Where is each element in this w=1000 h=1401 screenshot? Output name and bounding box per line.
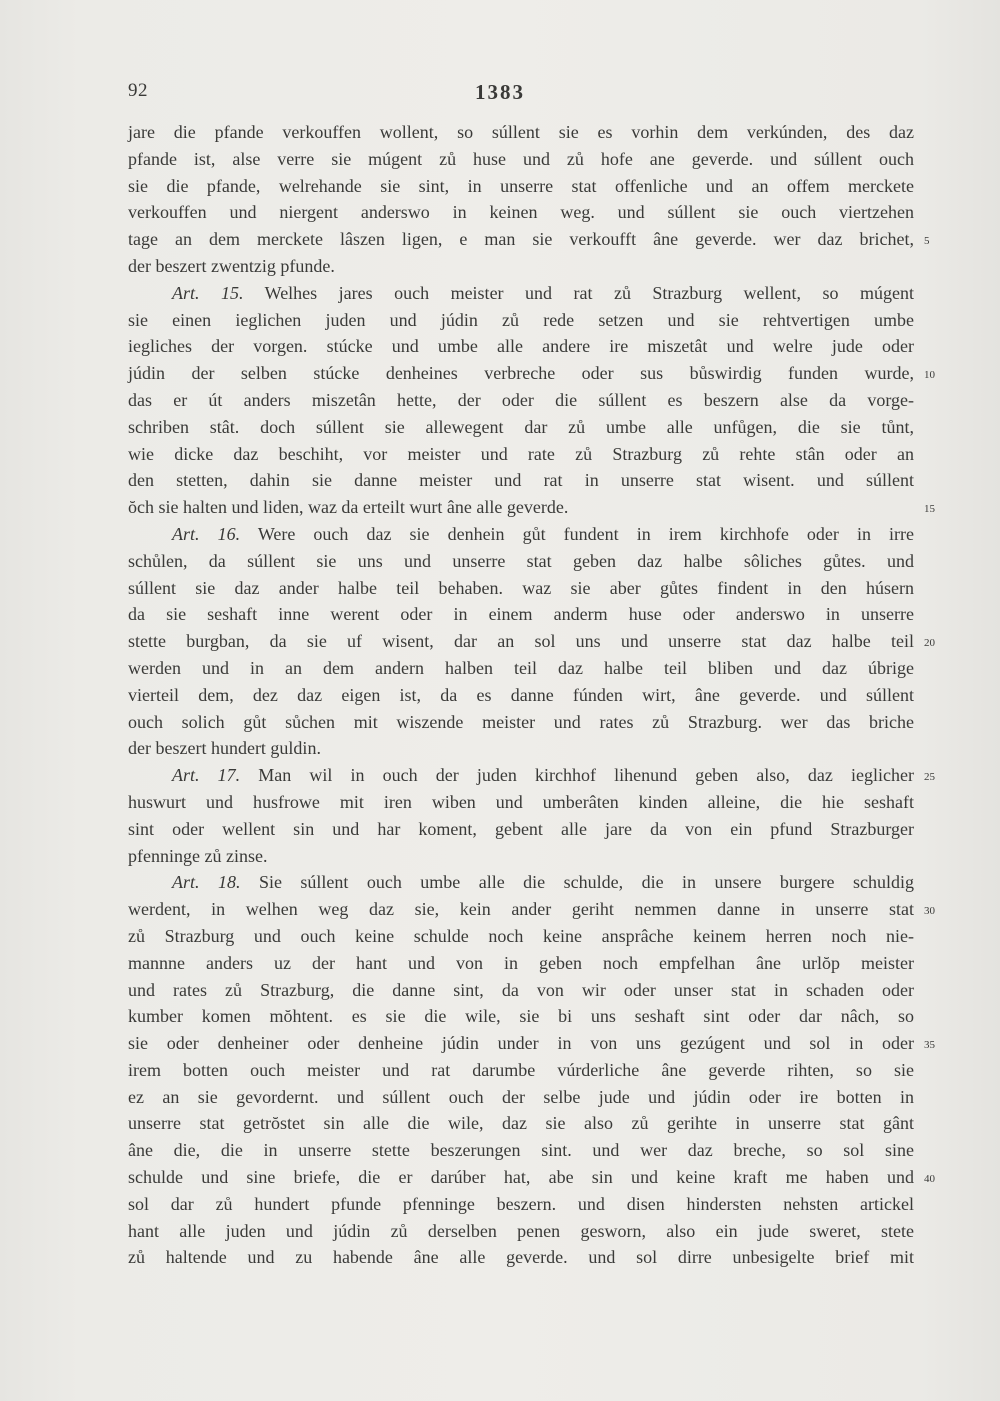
text-line (128, 226, 914, 253)
line-text: werdent, in welhen weg daz sie, kein ander geriht nemmen danne in unserre stat (128, 899, 914, 920)
line-number-marker: 15 (924, 503, 935, 516)
line-text: Man wil in ouch der juden kirchhof lihenund geben also, daz ieglicher (258, 765, 914, 786)
page-number: 92 (128, 80, 148, 101)
line-text: werden und in an dem andern halben teil daz halbe teil bliben und daz úbrige (128, 657, 914, 678)
text-line (128, 467, 914, 494)
line-text: Sie súllent ouch umbe alle die schulde, die in unsere burgere schuldig (258, 872, 915, 893)
text-line (128, 1137, 914, 1164)
text-line (128, 1218, 914, 1245)
text-line (128, 494, 914, 521)
text-line (128, 199, 914, 226)
line-text: unserre stat getrŏstet sin alle die wile, daz sie also zů gerihte in unserre stat gânt (128, 1113, 914, 1134)
article-first-line (128, 280, 914, 307)
text-line (128, 709, 914, 736)
line-number-marker: 25 (924, 771, 935, 784)
line-text: zů haltende und zu habende âne alle geverde. und sol dirre unbesigelte brief mit (128, 1247, 914, 1268)
line-text: iegliches der vorgen. stúcke und umbe alle andere ire miszetât und welre jude oder (128, 336, 914, 357)
text-line (128, 360, 914, 387)
body-text (128, 119, 914, 1271)
line-text: stette burgban, da sie uf wisent, dar an sol uns und unserre stat daz halbe teil (128, 631, 914, 652)
text-line (128, 923, 914, 950)
text-line (128, 1057, 914, 1084)
line-text: Welhes jares ouch meister und rat zů Strazburg wellent, so múgent (264, 282, 914, 303)
text-line (128, 146, 914, 173)
line-text: vierteil dem, dez daz eigen ist, da es danne fúnden wirt, âne geverde. und súllent (128, 684, 914, 705)
line-text: der beszert hundert guldin. (128, 738, 321, 759)
line-text: súllent sie daz ander halbe teil behaben. waz sie aber gůtes findent in den húsern (128, 577, 914, 598)
line-text: wie dicke daz beschiht, vor meister und rate zů Strazburg zů rehte stân oder an (128, 443, 914, 464)
line-text: ouch solich gůt sůchen mit wiszende meister und rates zů Strazburg. wer das briche (128, 711, 914, 732)
text-line (128, 1164, 914, 1191)
line-text: ŏch sie halten und liden, waz da erteilt wurt âne alle geverde. (128, 497, 569, 518)
text-line (128, 628, 914, 655)
line-text: der beszert zwentzig pfunde. (128, 255, 335, 276)
line-text: júdin der selben stúcke denheines verbreche oder sus bůswirdig funden wurde, (128, 363, 914, 384)
line-number-marker: 5 (924, 235, 930, 248)
line-text: pfande ist, alse verre sie múgent zů huse und zů hofe ane geverde. und súllent ouch (128, 148, 914, 169)
text-line (128, 307, 914, 334)
line-text: sie oder denheiner oder denheine júdin under in von uns gezúgent und sol in oder (128, 1033, 914, 1054)
text-line (128, 977, 914, 1004)
text-line (128, 575, 914, 602)
line-text: tage an dem merckete lâszen ligen, e man sie verkoufft âne geverde. wer daz brichet, (128, 229, 914, 250)
article-first-line (128, 762, 914, 789)
line-text: schriben stât. doch súllent sie allewegent dar zů umbe alle unfůgen, die sie tůnt, (128, 416, 914, 437)
text-line (128, 1244, 914, 1271)
article-label: Art. 15. (172, 282, 244, 303)
text-line (128, 950, 914, 977)
text-line (128, 682, 914, 709)
line-text: hant alle juden und júdin zů derselben penen gesworn, also ein jude sweret, stete (128, 1220, 914, 1241)
line-text: kumber komen mŏhtent. es sie die wile, sie bi uns seshaft sint oder dar nâch, so (128, 1006, 914, 1027)
article-first-line (128, 869, 914, 896)
line-number-marker: 20 (924, 637, 935, 650)
line-text: den stetten, dahin sie danne meister und rat in unserre stat wisent. und súllent (128, 470, 914, 491)
article-label: Art. 18. (172, 872, 241, 893)
line-text: sie einen ieglichen juden und júdin zů rede setzen und sie rehtvertigen umbe (128, 309, 914, 330)
line-text: sie die pfande, welrehande sie sint, in unserre stat offenliche und an offem merckete (128, 175, 914, 196)
article-label: Art. 16. (172, 523, 241, 544)
line-text: da sie seshaft inne werent oder in einem anderm huse oder anderswo in unserre (128, 604, 914, 625)
line-text: schůlen, da súllent sie uns und unserre stat geben daz halbe sôliches gůtes. und (128, 550, 914, 571)
text-line (128, 816, 914, 843)
text-line (128, 601, 914, 628)
line-number-marker: 35 (924, 1039, 935, 1052)
line-text: huswurt und husfrowe mit iren wiben und umberâten kinden alleine, die hie seshaft (128, 791, 914, 812)
text-line (128, 387, 914, 414)
line-text: sol dar zů hundert pfunde pfenninge beszern. und disen hindersten nehsten artickel (128, 1193, 914, 1214)
line-text: schulde und sine briefe, die er darúber hat, abe sin und keine kraft me haben und (128, 1167, 914, 1188)
text-line (128, 735, 914, 762)
text-line (128, 655, 914, 682)
line-number-marker: 10 (924, 369, 935, 382)
line-number-marker: 30 (924, 905, 935, 918)
text-line (128, 1084, 914, 1111)
text-line (128, 333, 914, 360)
text-line (128, 843, 914, 870)
line-text: sint oder wellent sin und har koment, gebent alle jare da von ein pfund Strazburger (128, 818, 914, 839)
line-text: irem botten ouch meister und rat darumbe vúrderliche âne geverde rihten, so sie (128, 1059, 914, 1080)
text-line (128, 1110, 914, 1137)
line-text: zů Strazburg und ouch keine schulde noch keine ansprâche keinem herren noch nie- (128, 925, 914, 946)
article-label: Art. 17. (172, 765, 241, 786)
line-text: pfenninge zů zinse. (128, 845, 268, 866)
text-line (128, 1030, 914, 1057)
line-text: ez an sie gevordernt. und súllent ouch der selbe jude und júdin oder ire botten in (128, 1086, 914, 1107)
line-text: Were ouch daz sie denhein gůt fundent in irem kirchhofe oder in irre (257, 523, 914, 544)
text-line (128, 896, 914, 923)
text-line (128, 173, 914, 200)
line-text: âne die, die in unserre stette beszerungen sint. und wer daz breche, so sol sine (128, 1140, 914, 1161)
text-line (128, 253, 914, 280)
text-line (128, 119, 914, 146)
line-text: verkouffen und niergent anderswo in keinen weg. und súllent sie ouch viertzehen (128, 202, 914, 223)
text-line (128, 441, 914, 468)
year-heading: 1383 (475, 80, 525, 104)
text-line (128, 789, 914, 816)
line-text: und rates zů Strazburg, die danne sint, da von wir oder unser stat in schaden oder (128, 979, 914, 1000)
text-line (128, 1191, 914, 1218)
text-line (128, 548, 914, 575)
text-line (128, 1003, 914, 1030)
line-number-marker: 40 (924, 1173, 935, 1186)
text-line (128, 414, 914, 441)
line-text: das er út anders miszetân hette, der oder die súllent es beszern alse da vorge- (128, 389, 914, 410)
article-first-line (128, 521, 914, 548)
line-text: mannne anders uz der hant und von in geben noch empfelhan âne urlŏp meister (128, 952, 914, 973)
line-text: jare die pfande verkouffen wollent, so súllent sie es vorhin dem verkúnden, des daz (128, 122, 914, 142)
